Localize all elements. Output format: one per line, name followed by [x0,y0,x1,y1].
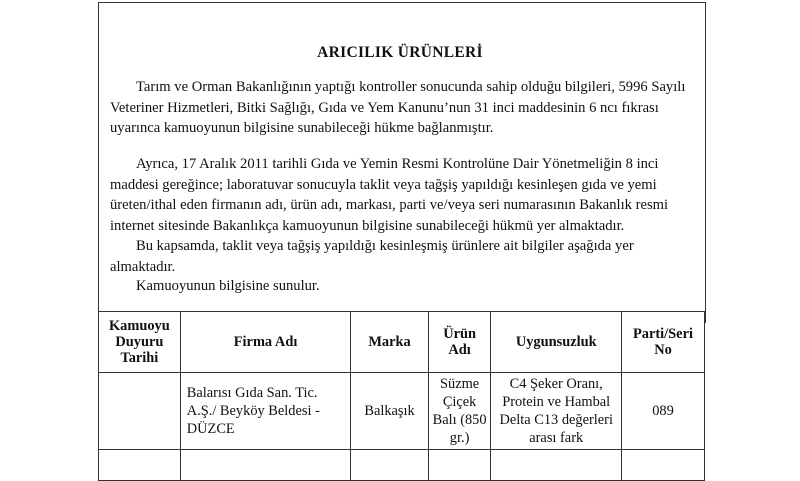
cell-firm: Balarısı Gıda San. Tic. A.Ş./ Beyköy Beldesi - DÜZCE [180,373,351,450]
table-row [99,373,705,450]
header-product: Ürün Adı [428,312,491,373]
header-date: Kamuoyu Duyuru Tarihi [99,312,181,373]
cell-product: Süzme Çiçek Balı (850 gr.) [428,373,491,450]
paragraph-text: Kamuoyunun bilgisine sunulur. [136,278,320,294]
cell-empty [491,450,622,481]
cell-date [99,373,181,450]
paragraph-regulation [110,154,696,236]
cell-empty [99,450,181,481]
header-issue: Uygunsuzluk [491,312,622,373]
paragraph-legal-basis [110,77,696,139]
paragraph-text: Ayrıca, 17 Aralık 2011 tarihli Gıda ve Yemin Resmi Kontrolüne Dair Yönetmeliğin 8 inci maddesi gereğince; laboratuvar sonucuyla taklit veya tağşiş yapıldığı kesinleşen gıda ve yemi üreten/ithal eden firmanın adı, ürün adı, markası, parti ve/veya seri numarasının Bakanlık resmi internet sitesinde Bakanlıkça kamuoyunun bilgisine sunabileceği hükmü yer almaktadır. [110,156,669,234]
cell-empty [428,450,491,481]
cell-empty [351,450,428,481]
paragraph-text: Tarım ve Orman Bakanlığının yaptığı kontroller sonucunda sahip olduğu bilgileri, 5996 Sayılı Veteriner Hizmetleri, Bitki Sağlığı, Gıda ve Yem Kanunu’nun 31 inci maddesinin 6 ncı fıkrası uyarınca kamuoyunun bilgisine sunabileceği hükme bağlanmıştır. [110,79,686,136]
cell-empty [180,450,351,481]
header-firm: Firma Adı [180,312,351,373]
table-row [99,450,705,481]
cell-empty [621,450,704,481]
cell-brand: Balkaşık [351,373,428,450]
paragraph-text: Bu kapsamda, taklit veya tağşiş yapıldığı kesinleşmiş ürünlere ait bilgiler aşağıda yer almaktadır. [110,238,634,275]
header-brand: Marka [351,312,428,373]
header-lot: Parti/Seri No [621,312,704,373]
paragraph-scope [110,236,696,277]
table-header-row [99,312,705,373]
cell-lot: 089 [621,373,704,450]
document-title: ARICILIK ÜRÜNLERİ [317,44,483,61]
cell-issue: C4 Şeker Oranı, Protein ve Hambal Delta C13 değerleri arası fark [491,373,622,450]
records-table [98,311,705,481]
paragraph-announcement [110,276,696,297]
